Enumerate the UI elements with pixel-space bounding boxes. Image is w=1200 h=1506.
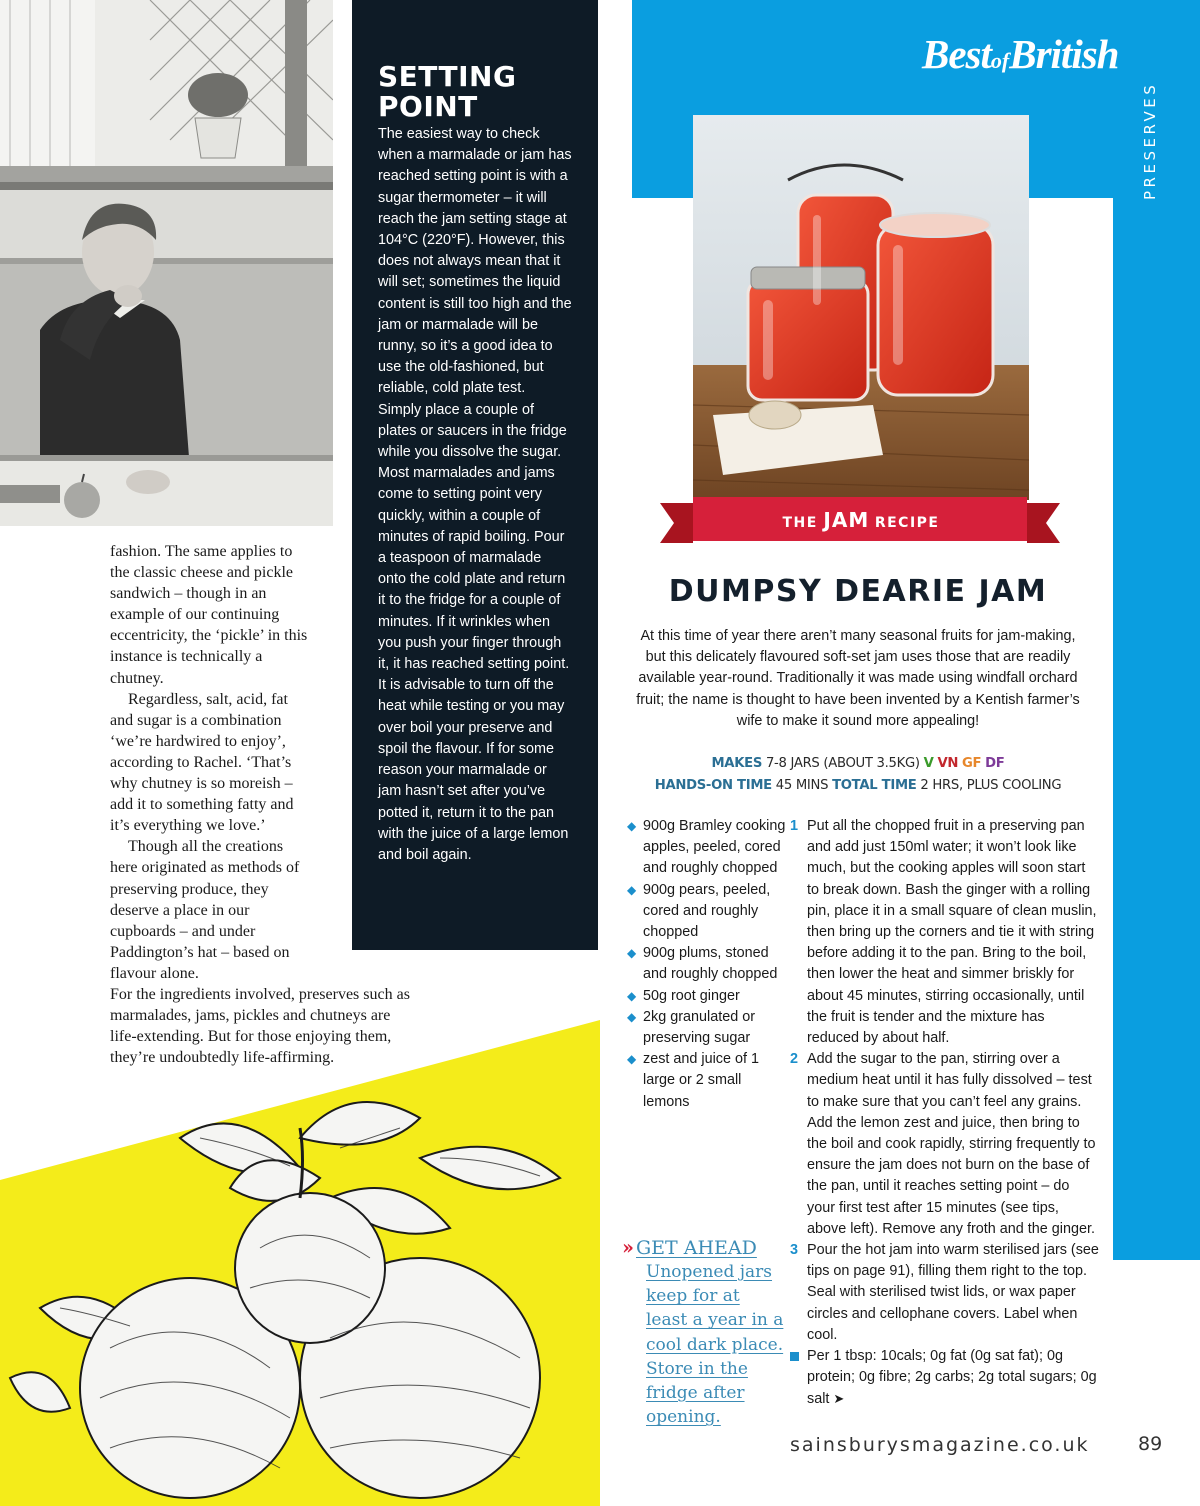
ribbon-recipe: RECIPE: [874, 515, 940, 531]
brand-best: Best: [922, 31, 991, 77]
handson-label: HANDS-ON TIME: [654, 778, 772, 793]
diamond-bullet-icon: ◆: [627, 988, 637, 1003]
handson-value: 45 MINS: [775, 778, 829, 793]
continue-arrow-icon: ➤: [833, 1391, 845, 1407]
article-paragraph: Though all the creations here originated as methods of preserving produce, they deserve a place in our cupboards – and under Paddington’s hat – based on flavour alone.: [110, 838, 300, 982]
recipe-meta: [632, 753, 1084, 797]
method-steps: [788, 816, 1100, 1411]
diamond-bullet-icon: ◆: [627, 1052, 637, 1067]
step-number: 3: [790, 1242, 799, 1259]
vintage-boy-photo: [0, 0, 333, 526]
sidebar-title-line1: SETTING: [378, 60, 517, 93]
step-number: 2: [790, 1051, 799, 1068]
sidebar-body-text: The easiest way to check when a marmalade or jam has reached setting point is with a sugar thermometer – it will reach the jam setting stage at 104°C (220°F). However, this does not always mean that it will set; sometimes the liquid content is still too high and the jam or marmalade will be runny, so it’s a good idea to use the old-fashioned, but reliable, cold plate test. Simply place a couple of plates or saucers in the fridge while you dissolve the sugar. Most marmalades and jams come to setting point very quickly, within a couple of minutes of rapid boiling. Pour a teaspoon of marmalade onto the cold plate and return it to the fridge for a couple of minutes. If it wrinkles when you push your finger through it, it has reached setting point. It is advisable to turn off the heat while testing or you may over boil your preserve and spoil the flavour. If for some reason your marmalade or jam hasn’t set after you’ve potted it, return it to the pan with the juice of a large lemon and boil again.: [378, 126, 572, 863]
diamond-bullet-icon: ◆: [627, 819, 637, 833]
method-step: [788, 1049, 1100, 1240]
makes-value: 7-8 JARS (ABOUT 3.5KG): [765, 756, 920, 771]
apple-sketch-illustration: [0, 1078, 720, 1506]
ribbon-label: [693, 500, 1029, 540]
section-label: PRESERVES: [1141, 81, 1159, 200]
diet-gf-badge: GF: [962, 756, 982, 771]
ingredient-text: 2kg granulated or preserving sugar: [643, 1008, 756, 1047]
page-number: 89: [1138, 1433, 1163, 1455]
ingredient-text: 900g Bramley cooking apples, peeled, cored and roughly chopped: [643, 818, 786, 877]
ribbon-jam: JAM: [823, 508, 870, 532]
article-column: [110, 541, 410, 1068]
jam-jars-photo: [693, 115, 1029, 500]
article-paragraph: For the ingredients involved, preserves such as marmalades, jams, pickles and chutneys are life-extending. But for those enjoying them, they’re undoubtedly life-affirming.: [110, 985, 410, 1067]
brand-british: British: [1009, 31, 1119, 77]
footer-website: sainsburysmagazine.co.uk: [790, 1434, 1090, 1456]
get-ahead-tip: [622, 1235, 782, 1429]
article-paragraph: Regardless, salt, acid, fat and sugar is a combination ‘we’re hardwired to enjoy’, according to Rachel. ‘That’s why chutney is so moreish – add it to something fatty and it’s everything we love.’: [110, 690, 294, 835]
makes-line: [632, 753, 1084, 775]
ribbon-the: THE: [782, 515, 818, 531]
diamond-bullet-icon: ◆: [627, 946, 637, 961]
ingredients-list: [627, 816, 787, 1113]
ingredient-item: [627, 880, 787, 944]
ingredient-text: 900g pears, peeled, cored and roughly chopped: [643, 881, 771, 941]
square-bullet-icon: [790, 1352, 799, 1361]
article-paragraph: fashion. The same applies to the classic cheese and pickle sandwich – though in an example of our continuing eccentricity, the ‘pickle’ in this instance is technically a chutney.: [110, 543, 308, 687]
diet-df-badge: DF: [985, 756, 1005, 771]
get-ahead-title: GET AHEAD: [636, 1237, 757, 1259]
sidebar-title-line2: POINT: [378, 90, 478, 123]
diet-vn-badge: VN: [937, 756, 959, 771]
nutrition-info: [788, 1346, 1100, 1411]
sidebar-title: [378, 62, 572, 122]
ingredient-text: zest and juice of 1 large or 2 small lemons: [643, 1051, 759, 1110]
brand-of: of: [990, 48, 1010, 73]
recipe-intro: At this time of year there aren’t many seasonal fruits for jam-making, but this delicately flavoured soft-set jam uses those that are readily available year-round. Traditionally it was made using windfall orchard fruit; the name is thought to have been invented by a Kentish farmer’s wife to make it sound more appealing!: [636, 628, 1080, 729]
makes-label: MAKES: [711, 756, 763, 771]
ingredient-item: [627, 816, 787, 880]
best-of-british-logo: [922, 30, 1118, 78]
double-chevron-icon: ››: [622, 1235, 630, 1259]
get-ahead-heading: [622, 1235, 782, 1260]
step-text: Put all the chopped fruit in a preserving pan and add just 150ml water; it won’t look like much, but the cooking apples will soon start to break down. Bash the ginger with a rolling pin, place it in a small square of clean muslin, then bring up the corners and tie it with string before adding it to the pan. Bring to the boil, then lower the heat and simmer briskly for about 45 minutes, stirring occasionally, until the fruit is tender and the mixture has reduced by about half.: [807, 818, 1097, 1047]
ingredient-item: [627, 986, 787, 1007]
step-text: Pour the hot jam into warm sterilised jars (see tips on page 91), filling them right to the top. Seal with sterilised twist lids, or wax paper circles and cellophane covers. Label when cool.: [807, 1242, 1099, 1343]
diamond-bullet-icon: ◆: [627, 882, 637, 897]
time-line: [632, 775, 1084, 797]
ingredient-item: [627, 1007, 787, 1049]
diet-v-badge: V: [923, 756, 934, 771]
recipe-title: DUMPSY DEARIE JAM: [668, 574, 1048, 609]
method-step: [788, 1240, 1100, 1346]
ingredient-text: 50g root ginger: [643, 987, 740, 1004]
nutrition-text: Per 1 tbsp: 10cals; 0g fat (0g sat fat); 0g protein; 0g fibre; 2g carbs; 2g total sugars; 0g salt: [807, 1348, 1097, 1408]
total-time-value: 2 HRS, PLUS COOLING: [920, 778, 1062, 793]
ingredient-item: [627, 943, 787, 985]
diamond-bullet-icon: ◆: [627, 1009, 637, 1024]
ingredient-text: 900g plums, stoned and roughly chopped: [643, 945, 778, 983]
step-number: 1: [790, 818, 799, 834]
step-text: Add the sugar to the pan, stirring over a medium heat until it has fully dissolved – test to make sure that you can’t feel any grains. Add the lemon zest and juice, then bring to the boil and cook rapidly, stirring frequently to ensure the jam does not burn on the base of the pan, until it reaches setting point – do your first test after 15 minutes (see tips, above left). Remove any froth and the ginger.: [807, 1051, 1096, 1237]
get-ahead-body: Unopened jars keep for at least a year in a cool dark place. Store in the fridge after opening.: [646, 1262, 784, 1428]
ingredient-item: [627, 1049, 787, 1113]
total-time-label: TOTAL TIME: [832, 778, 917, 793]
method-step: [788, 816, 1100, 1049]
